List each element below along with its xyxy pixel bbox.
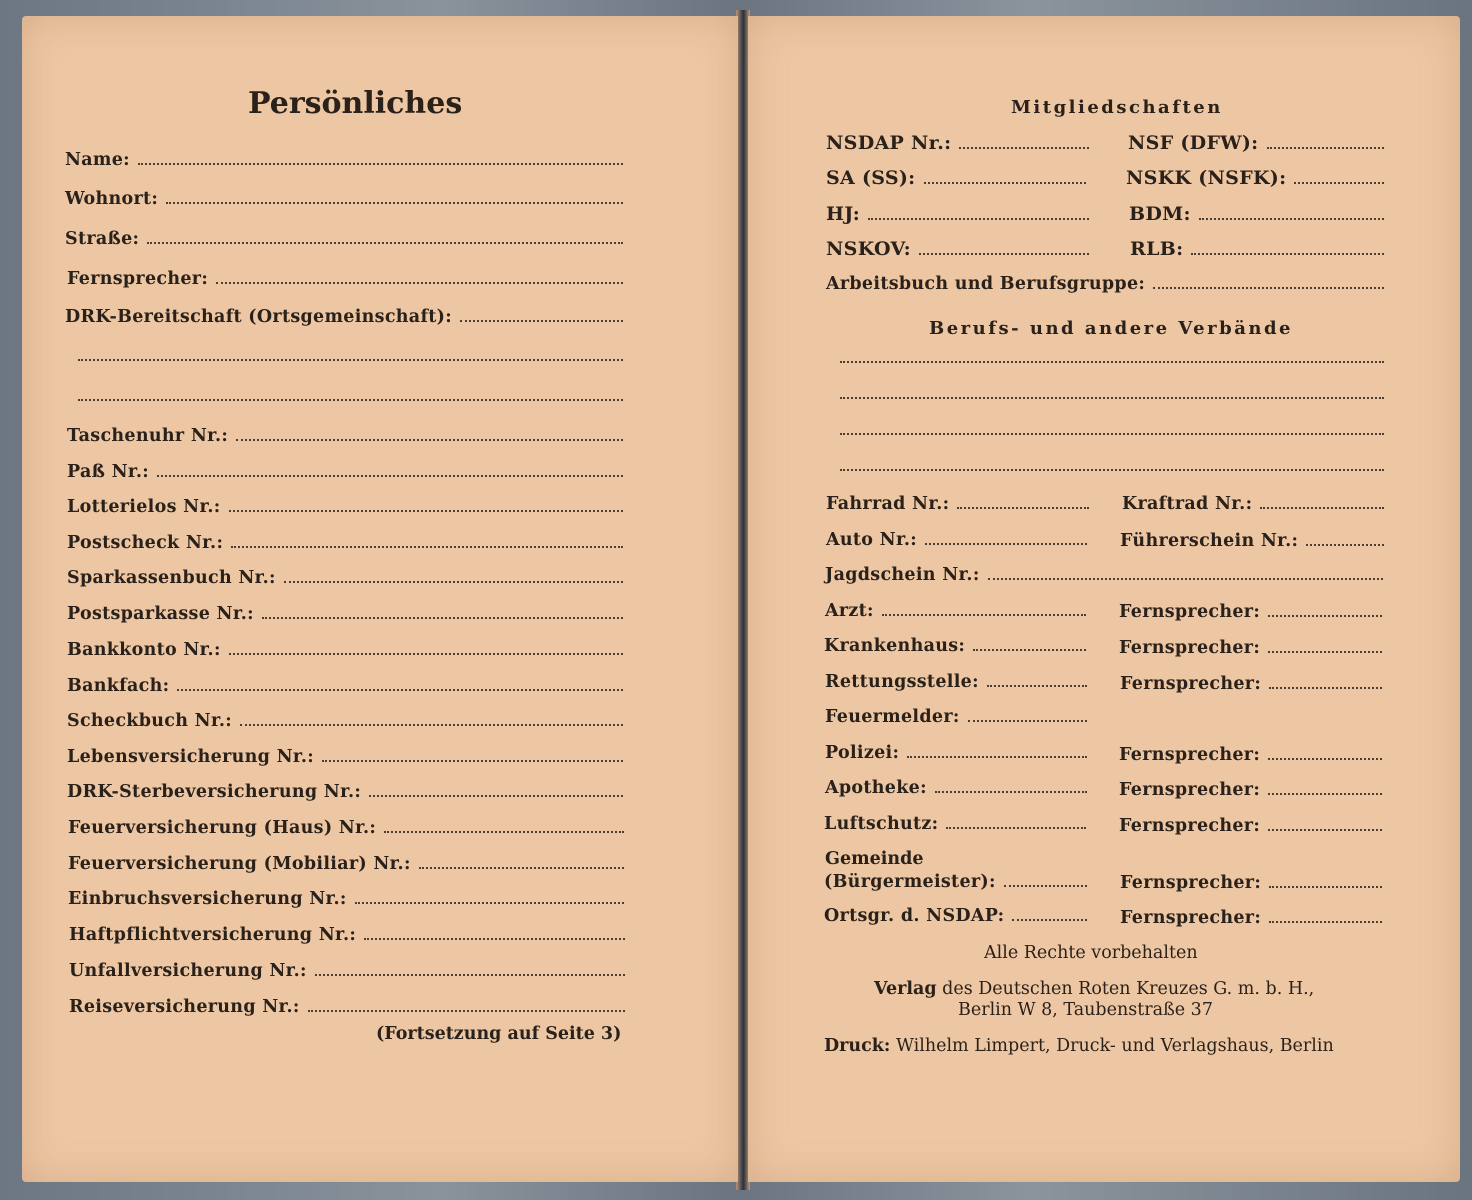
printer-line xyxy=(824,1036,1334,1056)
field-label: Sparkassenbuch Nr.: xyxy=(67,568,276,588)
service-row xyxy=(824,814,1086,834)
municipality-phone-row xyxy=(1120,873,1382,893)
fill-line[interactable] xyxy=(1269,920,1382,923)
hunting-row xyxy=(825,565,1383,585)
field-label: Kraftrad Nr.: xyxy=(1122,494,1253,514)
fill-line[interactable] xyxy=(262,616,623,619)
fill-line[interactable] xyxy=(988,577,1383,580)
fill-line[interactable] xyxy=(419,866,624,869)
field-label: Postscheck Nr.: xyxy=(67,533,224,553)
vehicle-row xyxy=(826,494,1089,514)
fill-line[interactable] xyxy=(308,1009,625,1012)
field-label: Unfallversicherung Nr.: xyxy=(69,961,307,981)
field-label: Fernsprecher: xyxy=(1120,674,1262,694)
field-row xyxy=(65,150,623,170)
field-row xyxy=(67,604,623,624)
field-label: Lebensversicherung Nr.: xyxy=(67,747,314,767)
field-label: Polizei: xyxy=(825,743,900,763)
publisher-prefix: Verlag xyxy=(874,979,937,999)
field-label: Lotterielos Nr.: xyxy=(67,497,221,517)
field-label: Fernsprecher: xyxy=(1120,873,1262,893)
field-label: RLB: xyxy=(1130,238,1184,260)
field-label: Feuermelder: xyxy=(825,707,960,727)
fill-line[interactable] xyxy=(166,201,623,204)
fill-line[interactable] xyxy=(147,241,623,244)
field-row xyxy=(67,462,623,482)
fill-line[interactable] xyxy=(157,474,623,477)
service-phone-row xyxy=(1119,602,1382,622)
fill-line[interactable] xyxy=(369,794,623,797)
field-row xyxy=(67,533,623,553)
municipality-row xyxy=(824,872,1087,892)
field-label: Reiseversicherung Nr.: xyxy=(69,997,300,1017)
field-label: Fernsprecher: xyxy=(1120,908,1262,928)
printer-name: Wilhelm Limpert, Druck- und Verlagshaus, Berlin xyxy=(895,1036,1334,1056)
service-phone-row xyxy=(1120,674,1382,694)
fill-line[interactable] xyxy=(957,506,1089,509)
field-row xyxy=(67,568,623,588)
field-label: NSF (DFW): xyxy=(1128,132,1259,154)
service-row xyxy=(825,601,1086,621)
field-row xyxy=(67,782,623,802)
field-row xyxy=(67,640,623,660)
fill-line[interactable] xyxy=(987,684,1087,687)
membership-row xyxy=(1130,238,1384,260)
service-row xyxy=(825,707,1087,727)
field-label: SA (SS): xyxy=(826,167,916,189)
fill-line[interactable] xyxy=(1268,650,1382,653)
service-row xyxy=(824,636,1086,656)
field-label: (Bürgermeister): xyxy=(824,872,996,892)
service-phone-row xyxy=(1119,816,1382,836)
field-row xyxy=(67,497,623,517)
field-row xyxy=(68,818,624,838)
service-row xyxy=(825,672,1087,692)
fill-line[interactable] xyxy=(1269,686,1382,689)
field-label: NSDAP Nr.: xyxy=(826,132,952,154)
field-row xyxy=(65,229,623,249)
vehicle-row xyxy=(826,530,1087,550)
blank-fill-line[interactable] xyxy=(840,468,1384,471)
field-row xyxy=(68,854,624,874)
associations-title: Berufs- und andere Verbände xyxy=(929,318,1293,339)
fill-line[interactable] xyxy=(868,217,1089,220)
field-row xyxy=(67,676,623,696)
field-label: Fernsprecher: xyxy=(1119,780,1261,800)
field-row xyxy=(65,307,623,327)
field-label: Rettungsstelle: xyxy=(825,672,979,692)
fill-line[interactable] xyxy=(1269,885,1382,888)
field-label: Postsparkasse Nr.: xyxy=(67,604,254,624)
field-label: Bankfach: xyxy=(67,676,170,696)
fill-line[interactable] xyxy=(1268,828,1382,831)
field-label: Luftschutz: xyxy=(824,814,939,834)
fill-line[interactable] xyxy=(322,759,623,762)
fill-line[interactable] xyxy=(240,723,623,726)
fill-line[interactable] xyxy=(1191,252,1384,255)
fill-line[interactable] xyxy=(946,826,1086,829)
municipality-label-line1: Gemeinde xyxy=(825,849,924,869)
fill-line[interactable] xyxy=(460,319,623,322)
fill-line[interactable] xyxy=(1153,286,1384,289)
service-phone-row xyxy=(1119,638,1382,658)
field-label: Fernsprecher: xyxy=(1119,816,1261,836)
field-label: Fernsprecher: xyxy=(1119,602,1261,622)
fill-line[interactable] xyxy=(907,755,1087,758)
vehicle-row xyxy=(1122,494,1384,514)
fill-line[interactable] xyxy=(231,545,623,548)
field-label: NSKOV: xyxy=(826,238,911,260)
field-label: Fernsprecher: xyxy=(67,269,209,289)
fill-line[interactable] xyxy=(919,252,1089,255)
field-label: Einbruchsversicherung Nr.: xyxy=(68,889,347,909)
local-group-phone-row xyxy=(1120,908,1382,928)
fill-line[interactable] xyxy=(315,973,625,976)
field-label: Straße: xyxy=(65,229,140,249)
field-row xyxy=(65,189,623,209)
field-label: Fernsprecher: xyxy=(1119,745,1261,765)
fill-line[interactable] xyxy=(364,937,625,940)
field-label: Haftpflichtversicherung Nr.: xyxy=(69,925,357,945)
service-row xyxy=(825,743,1087,763)
field-label: HJ: xyxy=(826,203,861,225)
service-row xyxy=(825,778,1087,798)
fill-line[interactable] xyxy=(229,652,623,655)
service-phone-row xyxy=(1119,780,1382,800)
field-row xyxy=(67,426,623,446)
fill-line[interactable] xyxy=(1012,918,1087,921)
fill-line[interactable] xyxy=(1260,506,1384,509)
fill-line[interactable] xyxy=(384,830,624,833)
fill-line[interactable] xyxy=(138,162,623,165)
printer-prefix: Druck: xyxy=(824,1036,891,1056)
fill-line[interactable] xyxy=(968,719,1087,722)
field-label: Arzt: xyxy=(825,601,874,621)
blank-fill-line[interactable] xyxy=(840,396,1384,399)
fill-line[interactable] xyxy=(355,901,624,904)
field-label: Paß Nr.: xyxy=(67,462,149,482)
publisher-line1 xyxy=(874,979,1314,999)
field-label: DRK-Bereitschaft (Ortsgemeinschaft): xyxy=(65,307,452,327)
membership-row xyxy=(826,203,1089,225)
field-label: Krankenhaus: xyxy=(824,636,966,656)
field-label: Auto Nr.: xyxy=(826,530,918,550)
field-label: Jagdschein Nr.: xyxy=(825,565,980,585)
field-label: Feuerversicherung (Haus) Nr.: xyxy=(68,818,377,838)
field-label: Name: xyxy=(65,150,130,170)
field-label: DRK-Sterbeversicherung Nr.: xyxy=(67,782,362,802)
membership-row xyxy=(826,132,1089,154)
rights-notice: Alle Rechte vorbehalten xyxy=(984,943,1198,963)
fill-line[interactable] xyxy=(924,181,1087,184)
field-row xyxy=(69,961,625,981)
blank-fill-line[interactable] xyxy=(78,358,623,361)
workbook-row xyxy=(826,274,1384,294)
fill-line[interactable] xyxy=(1267,146,1385,149)
blank-fill-line[interactable] xyxy=(78,398,623,401)
field-label: Fahrrad Nr.: xyxy=(826,494,950,514)
blank-fill-line[interactable] xyxy=(840,432,1384,435)
blank-fill-line[interactable] xyxy=(840,360,1384,363)
fill-line[interactable] xyxy=(1306,543,1384,546)
fill-line[interactable] xyxy=(1268,792,1382,795)
fill-line[interactable] xyxy=(973,648,1086,651)
field-label: Wohnort: xyxy=(65,189,159,209)
membership-row xyxy=(1128,132,1384,154)
publisher-address: Berlin W 8, Taubenstraße 37 xyxy=(958,1000,1213,1020)
field-label: Apotheke: xyxy=(825,778,927,798)
field-label: Fernsprecher: xyxy=(1119,638,1261,658)
fill-line[interactable] xyxy=(959,146,1089,149)
field-row xyxy=(69,925,625,945)
page-title: Persönliches xyxy=(248,86,463,121)
fill-line[interactable] xyxy=(1268,757,1382,760)
fill-line[interactable] xyxy=(284,580,623,583)
membership-row xyxy=(826,167,1086,189)
fill-line[interactable] xyxy=(1294,181,1384,184)
field-row xyxy=(67,747,623,767)
fill-line[interactable] xyxy=(236,438,623,441)
field-label: Taschenuhr Nr.: xyxy=(67,426,229,446)
field-label: Arbeitsbuch und Berufsgruppe: xyxy=(826,274,1146,294)
field-label: NSKK (NSFK): xyxy=(1126,167,1287,189)
fill-line[interactable] xyxy=(935,790,1087,793)
fill-line[interactable] xyxy=(925,542,1087,545)
fill-line[interactable] xyxy=(1004,884,1087,887)
vehicle-row xyxy=(1120,531,1384,551)
field-row xyxy=(67,711,623,731)
local-group-row xyxy=(824,906,1087,926)
field-label: Bankkonto Nr.: xyxy=(67,640,221,660)
field-label: Ortsgr. d. NSDAP: xyxy=(824,906,1005,926)
field-row xyxy=(69,997,625,1017)
continuation-note: (Fortsetzung auf Seite 3) xyxy=(376,1024,622,1044)
publisher-name: des Deutschen Roten Kreuzes G. m. b. H., xyxy=(942,979,1315,999)
field-label: Feuerversicherung (Mobiliar) Nr.: xyxy=(68,854,411,874)
fill-line[interactable] xyxy=(229,509,623,512)
memberships-title: Mitgliedschaften xyxy=(1011,97,1223,118)
service-phone-row xyxy=(1119,745,1382,765)
fill-line[interactable] xyxy=(1268,614,1382,617)
fill-line[interactable] xyxy=(216,281,623,284)
fill-line[interactable] xyxy=(882,613,1086,616)
field-label: Führerschein Nr.: xyxy=(1120,531,1299,551)
field-row xyxy=(67,269,623,289)
fill-line[interactable] xyxy=(177,688,623,691)
field-row xyxy=(68,889,624,909)
membership-row xyxy=(1129,203,1384,225)
membership-row xyxy=(826,238,1089,260)
field-label: Scheckbuch Nr.: xyxy=(67,711,233,731)
membership-row xyxy=(1126,167,1384,189)
field-label: BDM: xyxy=(1129,203,1191,225)
fill-line[interactable] xyxy=(1199,217,1384,220)
